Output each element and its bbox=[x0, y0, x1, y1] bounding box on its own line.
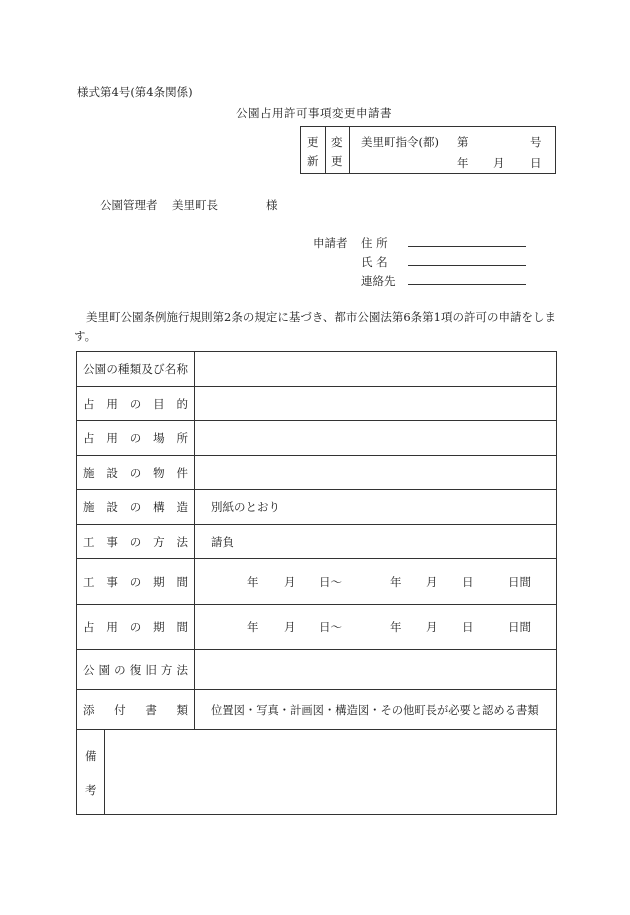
row-label: 公園の復旧方法 bbox=[77, 650, 195, 689]
change-char-1: 変 bbox=[331, 135, 343, 149]
table-row bbox=[77, 352, 556, 387]
period-days: 日間 bbox=[508, 574, 531, 589]
application-statement: 美里町公園条例施行規則第2条の規定に基づき、都市公園法第6条第1項の許可の申請をします。 bbox=[74, 310, 556, 343]
addressee-name: 美里町長 bbox=[172, 198, 218, 212]
period-month-start: 月 bbox=[284, 574, 296, 589]
table-row bbox=[77, 690, 556, 730]
occupancy-period-field[interactable] bbox=[195, 605, 556, 649]
address-field[interactable] bbox=[408, 246, 526, 247]
day-label: 日 bbox=[530, 156, 542, 170]
issuer-label: 美里町指令(都) bbox=[361, 135, 439, 149]
table-row bbox=[77, 525, 556, 559]
remarks-char-1: 備 bbox=[85, 749, 97, 763]
period-day-start: 日〜 bbox=[319, 574, 342, 589]
renew-char-1: 更 bbox=[307, 135, 319, 149]
name-field[interactable] bbox=[408, 265, 526, 266]
location-field[interactable] bbox=[195, 421, 556, 455]
table-row bbox=[77, 650, 556, 690]
period-year-start: 年 bbox=[247, 620, 259, 634]
period-day-end: 日 bbox=[462, 574, 474, 589]
row-label: 添付書類 bbox=[77, 690, 195, 729]
facility-field[interactable] bbox=[195, 456, 556, 489]
addressee-honorific: 様 bbox=[266, 198, 278, 212]
row-label: 工事の期間 bbox=[77, 559, 195, 604]
purpose-field[interactable] bbox=[195, 387, 556, 420]
table-row bbox=[77, 490, 556, 525]
row-label: 施設の物件 bbox=[77, 456, 195, 489]
year-label: 年 bbox=[457, 156, 469, 170]
period-year-end: 年 bbox=[390, 620, 402, 634]
go-label: 号 bbox=[530, 135, 542, 149]
month-label: 月 bbox=[493, 156, 505, 170]
remarks-label-cell bbox=[77, 730, 105, 814]
addressee-role: 公園管理者 bbox=[100, 198, 158, 212]
construction-period-field[interactable] bbox=[195, 559, 556, 604]
renew-char-2: 新 bbox=[307, 154, 319, 168]
row-label: 工事の方法 bbox=[77, 525, 195, 558]
application-table bbox=[76, 351, 557, 815]
table-row bbox=[77, 387, 556, 421]
period-month-start: 月 bbox=[284, 620, 296, 634]
row-label: 占用の場所 bbox=[77, 421, 195, 455]
period-month-end: 月 bbox=[426, 574, 438, 589]
renew-column bbox=[301, 127, 326, 173]
row-label: 占用の目的 bbox=[77, 387, 195, 420]
period-year-end: 年 bbox=[390, 574, 402, 589]
park-name-field[interactable] bbox=[195, 352, 556, 386]
table-row bbox=[77, 421, 556, 456]
remarks-field[interactable] bbox=[105, 730, 556, 814]
period-day-end: 日 bbox=[462, 620, 474, 634]
construction-method-field[interactable]: 請負 bbox=[211, 534, 234, 549]
contact-field[interactable] bbox=[408, 284, 526, 285]
period-day-start: 日〜 bbox=[319, 620, 342, 634]
row-label: 公園の種類及び名称 bbox=[77, 352, 195, 386]
structure-field[interactable]: 別紙のとおり bbox=[211, 500, 280, 514]
period-year-start: 年 bbox=[247, 574, 259, 589]
dai-label: 第 bbox=[457, 135, 469, 149]
change-column bbox=[325, 127, 350, 173]
table-row bbox=[77, 456, 556, 490]
period-days: 日間 bbox=[508, 620, 531, 634]
contact-label: 連絡先 bbox=[361, 274, 396, 288]
applicant-label: 申請者 bbox=[313, 236, 348, 250]
period-month-end: 月 bbox=[426, 620, 438, 634]
permit-number-box bbox=[300, 126, 556, 174]
attachments-field[interactable]: 位置図・写真・計画図・構造図・その他町長が必要と認める書類 bbox=[211, 703, 539, 717]
table-row bbox=[77, 559, 556, 605]
document-title: 公園占用許可事項変更申請書 bbox=[236, 106, 392, 120]
remarks-char-2: 考 bbox=[85, 783, 97, 797]
row-label: 施設の構造 bbox=[77, 490, 195, 524]
name-label: 氏 名 bbox=[361, 255, 388, 269]
form-number: 様式第4号(第4条関係) bbox=[77, 85, 193, 99]
restoration-method-field[interactable] bbox=[195, 650, 556, 689]
change-char-2: 更 bbox=[331, 154, 343, 168]
row-label: 占用の期間 bbox=[77, 605, 195, 649]
address-label: 住 所 bbox=[361, 236, 388, 250]
table-row bbox=[77, 605, 556, 650]
